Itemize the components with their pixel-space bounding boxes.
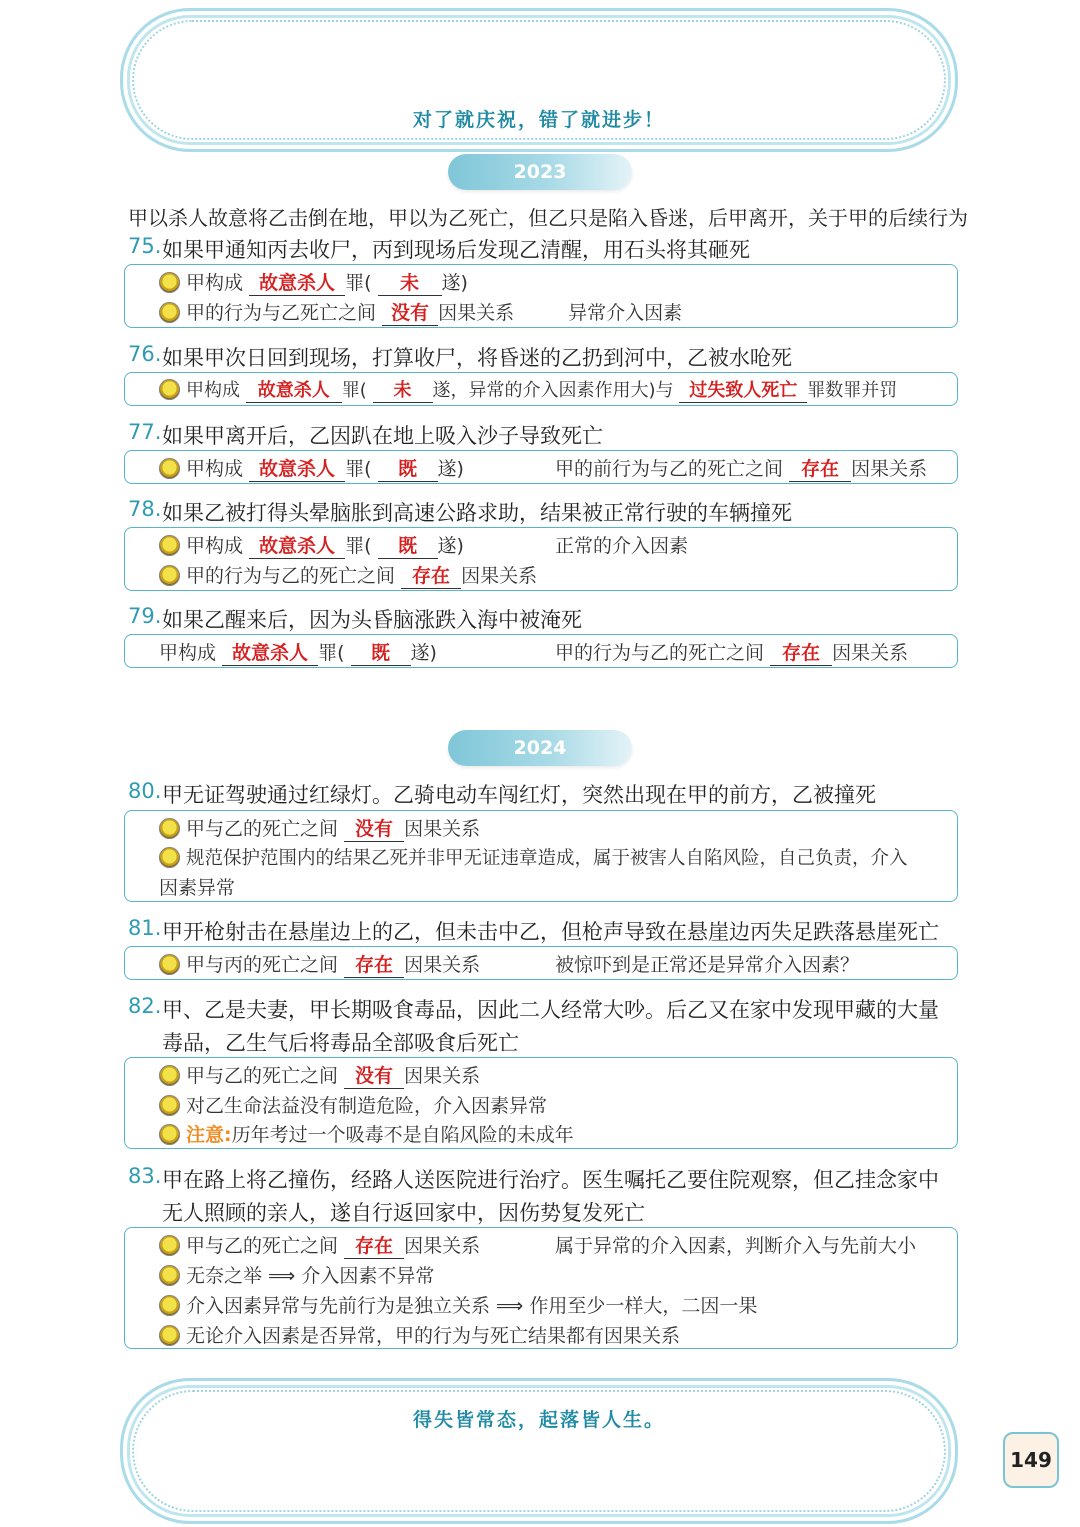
answer-text: 因果关系 xyxy=(461,565,538,587)
question-text: 如果乙被打得头晕脑胀到高速公路求助，结果被正常行驶的车辆撞死 xyxy=(162,501,792,525)
answer-text: 因果关系 xyxy=(438,302,515,324)
answer-row xyxy=(159,873,235,900)
answer-row xyxy=(159,814,480,842)
answer-text: 罪( xyxy=(345,535,372,557)
answer-row xyxy=(159,638,437,666)
answer-text: 罪( xyxy=(345,458,372,480)
question-82-continued xyxy=(162,1027,519,1057)
answer-text: 甲构成 xyxy=(186,535,244,557)
question-text: 如果乙醒来后，因为头昏脑涨跌入海中被淹死 xyxy=(162,608,582,632)
answer-row xyxy=(555,638,908,666)
answer-text: 甲的前行为与乙的死亡之间 xyxy=(555,458,784,480)
answer-blank: 存在 xyxy=(344,950,404,978)
question-number: 81. xyxy=(128,916,162,940)
answer-row xyxy=(159,561,537,589)
answer-box-76 xyxy=(124,372,958,406)
question-82 xyxy=(128,994,939,1022)
answer-text: 对乙生命法益没有制造危险，介入因素异常 xyxy=(186,1095,548,1117)
note-label: 注意: xyxy=(186,1124,232,1146)
answer-blank: 未 xyxy=(378,268,442,296)
question-number: 78. xyxy=(128,497,162,521)
answer-text: 甲的行为与乙的死亡之间 xyxy=(186,565,396,587)
top-motto: 对了就庆祝，错了就进步！ xyxy=(412,109,665,131)
answer-row xyxy=(159,1120,574,1147)
answer-blank: 既 xyxy=(378,531,438,559)
answer-blank: 过失致人死亡 xyxy=(679,376,807,403)
question-83 xyxy=(128,1164,939,1192)
answer-blank: 故意杀人 xyxy=(222,638,318,666)
question-83-continued xyxy=(162,1197,645,1227)
answer-box-75 xyxy=(124,264,958,328)
answer-row xyxy=(159,950,480,978)
answer-blank: 故意杀人 xyxy=(249,454,345,482)
question-text: 毒品，乙生气后将毒品全部吸食后死亡 xyxy=(162,1031,519,1055)
answer-text: 罪数罪并罚 xyxy=(807,380,898,401)
question-80 xyxy=(128,779,876,807)
answer-blank: 没有 xyxy=(382,298,438,326)
answer-blank: 存在 xyxy=(401,561,461,589)
answer-row xyxy=(159,1231,480,1259)
answer-text: 因素异常 xyxy=(159,877,236,899)
answer-row xyxy=(159,1321,680,1348)
answer-text: 罪( xyxy=(318,642,345,664)
answer-text: 因果关系 xyxy=(404,818,481,840)
answer-box-82 xyxy=(124,1057,958,1149)
answer-text: 甲与乙的死亡之间 xyxy=(186,1065,339,1087)
answer-row xyxy=(159,844,908,870)
answer-row xyxy=(159,1261,434,1288)
answer-text: 甲构成 xyxy=(186,272,244,294)
answer-blank: 存在 xyxy=(789,454,851,482)
bullet-icon xyxy=(159,379,180,400)
answer-text: 甲与丙的死亡之间 xyxy=(186,954,339,976)
answer-box-77 xyxy=(124,450,958,484)
answer-text: 甲的行为与乙的死亡之间 xyxy=(555,642,765,664)
answer-row xyxy=(555,454,927,482)
answer-text: 无奈之举 ⟹ 介入因素不异常 xyxy=(186,1265,435,1287)
bullet-icon xyxy=(159,272,180,293)
answer-box-78 xyxy=(124,527,958,591)
answer-text: 正常的介入因素 xyxy=(555,535,689,557)
answer-row xyxy=(159,1091,547,1118)
answer-row xyxy=(555,531,688,558)
bullet-icon xyxy=(159,565,180,586)
question-text: 甲在路上将乙撞伤，经路人送医院进行治疗。医生嘱托乙要住院观察，但乙挂念家中 xyxy=(162,1168,939,1192)
answer-blank: 存在 xyxy=(770,638,832,666)
answer-blank: 故意杀人 xyxy=(249,531,345,559)
question-75 xyxy=(128,234,750,262)
bullet-icon xyxy=(159,1065,180,1086)
answer-text: 遂) xyxy=(437,535,464,557)
answer-text: 遂) xyxy=(410,642,437,664)
question-text: 甲无证驾驶通过红绿灯。乙骑电动车闯红灯，突然出现在甲的前方，乙被撞死 xyxy=(162,783,876,807)
answer-blank: 故意杀人 xyxy=(246,376,342,403)
answer-text: 因果关系 xyxy=(832,642,909,664)
bullet-icon xyxy=(159,1235,180,1256)
answer-row xyxy=(555,950,859,977)
answer-text: 异常介入因素 xyxy=(568,302,683,324)
bullet-icon xyxy=(159,1265,180,1286)
question-text: 甲开枪射击在悬崖边上的乙，但未击中乙，但枪声导致在悬崖边丙失足跌落悬崖死亡 xyxy=(162,920,939,944)
page-number: 149 xyxy=(1003,1432,1059,1488)
question-text: 无人照顾的亲人，遂自行返回家中，因伤势复发死亡 xyxy=(162,1201,645,1225)
answer-text: 因果关系 xyxy=(851,458,928,480)
question-number: 80. xyxy=(128,779,162,803)
answer-row xyxy=(159,531,464,559)
answer-text: 被惊吓到是正常还是异常介入因素？ xyxy=(555,954,860,976)
question-text: 甲、乙是夫妻，甲长期吸食毒品，因此二人经常大吵。后乙又在家中发现甲藏的大量 xyxy=(162,998,939,1022)
answer-row xyxy=(555,1231,916,1258)
answer-text: 历年考过一个吸毒不是自陷风险的未成年 xyxy=(231,1124,574,1146)
bullet-icon xyxy=(159,458,180,479)
answer-row xyxy=(159,298,682,326)
answer-blank: 没有 xyxy=(344,814,404,842)
answer-blank: 存在 xyxy=(344,1231,404,1259)
answer-blank: 没有 xyxy=(344,1061,404,1089)
answer-text: 遂) xyxy=(441,272,468,294)
answer-text: 罪( xyxy=(341,380,367,401)
question-number: 79. xyxy=(128,604,162,628)
answer-text: 因果关系 xyxy=(404,954,481,976)
bullet-icon xyxy=(159,818,180,839)
answer-text: 甲构成 xyxy=(186,458,244,480)
answer-text: 属于异常的介入因素，判断介入与先前大小 xyxy=(555,1235,917,1257)
bottom-motto: 得失皆常态，起落皆人生。 xyxy=(412,1409,665,1431)
answer-blank: 既 xyxy=(351,638,411,666)
question-number: 75. xyxy=(128,234,162,258)
bullet-icon xyxy=(159,1124,180,1145)
bullet-icon xyxy=(159,847,180,868)
answer-text: 罪( xyxy=(345,272,372,294)
question-number: 77. xyxy=(128,420,162,444)
answer-text: 因果关系 xyxy=(404,1065,481,1087)
year-label-2023: 2023 xyxy=(448,154,632,190)
answer-blank: 既 xyxy=(378,454,438,482)
answer-box-79 xyxy=(124,634,958,668)
question-number: 76. xyxy=(128,342,162,366)
answer-blank: 未 xyxy=(373,376,433,403)
bottom-banner-frame xyxy=(120,1378,958,1524)
answer-text: 甲构成 xyxy=(186,380,240,401)
answer-text: 甲与乙的死亡之间 xyxy=(186,1235,339,1257)
question-76 xyxy=(128,342,792,370)
answer-row xyxy=(159,454,464,482)
answer-text: 规范保护范围内的结果乙死并非甲无证违章造成，属于被害人自陷风险，自己负责，介入 xyxy=(186,848,908,869)
answer-row xyxy=(159,1291,757,1318)
question-number: 83. xyxy=(128,1164,162,1188)
bullet-icon xyxy=(159,535,180,556)
question-text: 如果甲离开后，乙因趴在地上吸入沙子导致死亡 xyxy=(162,424,603,448)
answer-box-81 xyxy=(124,946,958,980)
answer-box-83 xyxy=(124,1227,958,1349)
answer-box-80 xyxy=(124,810,958,902)
year-label-2024: 2024 xyxy=(448,730,632,766)
answer-text: 甲与乙的死亡之间 xyxy=(186,818,339,840)
bullet-icon xyxy=(159,1295,180,1316)
question-77 xyxy=(128,420,603,448)
answer-row xyxy=(159,1061,480,1089)
answer-text: 甲构成 xyxy=(159,642,217,664)
top-banner-frame xyxy=(120,8,958,152)
intro-text: 甲以杀人故意将乙击倒在地，甲以为乙死亡，但乙只是陷入昏迷，后甲离开，关于甲的后续行为 xyxy=(128,206,968,230)
question-text: 如果甲通知丙去收尸，丙到现场后发现乙清醒，用石头将其砸死 xyxy=(162,238,750,262)
answer-text: 甲的行为与乙死亡之间 xyxy=(186,302,377,324)
answer-text: 无论介入因素是否异常，甲的行为与死亡结果都有因果关系 xyxy=(186,1325,681,1347)
answer-row xyxy=(159,268,468,296)
bullet-icon xyxy=(159,1095,180,1116)
answer-text: 介入因素异常与先前行为是独立关系 ⟹ 作用至少一样大，二因一果 xyxy=(186,1295,758,1317)
answer-row xyxy=(159,376,897,403)
bullet-icon xyxy=(159,302,180,323)
bullet-icon xyxy=(159,1325,180,1346)
answer-blank: 故意杀人 xyxy=(249,268,345,296)
answer-text: 遂) xyxy=(437,458,464,480)
question-81 xyxy=(128,916,939,944)
question-79 xyxy=(128,604,582,632)
answer-text: 遂，异常的介入因素作用大)与 xyxy=(432,380,674,401)
answer-text: 因果关系 xyxy=(404,1235,481,1257)
question-78 xyxy=(128,497,792,525)
question-text: 如果甲次日回到现场，打算收尸，将昏迷的乙扔到河中，乙被水呛死 xyxy=(162,346,792,370)
question-number: 82. xyxy=(128,994,162,1018)
bullet-icon xyxy=(159,954,180,975)
